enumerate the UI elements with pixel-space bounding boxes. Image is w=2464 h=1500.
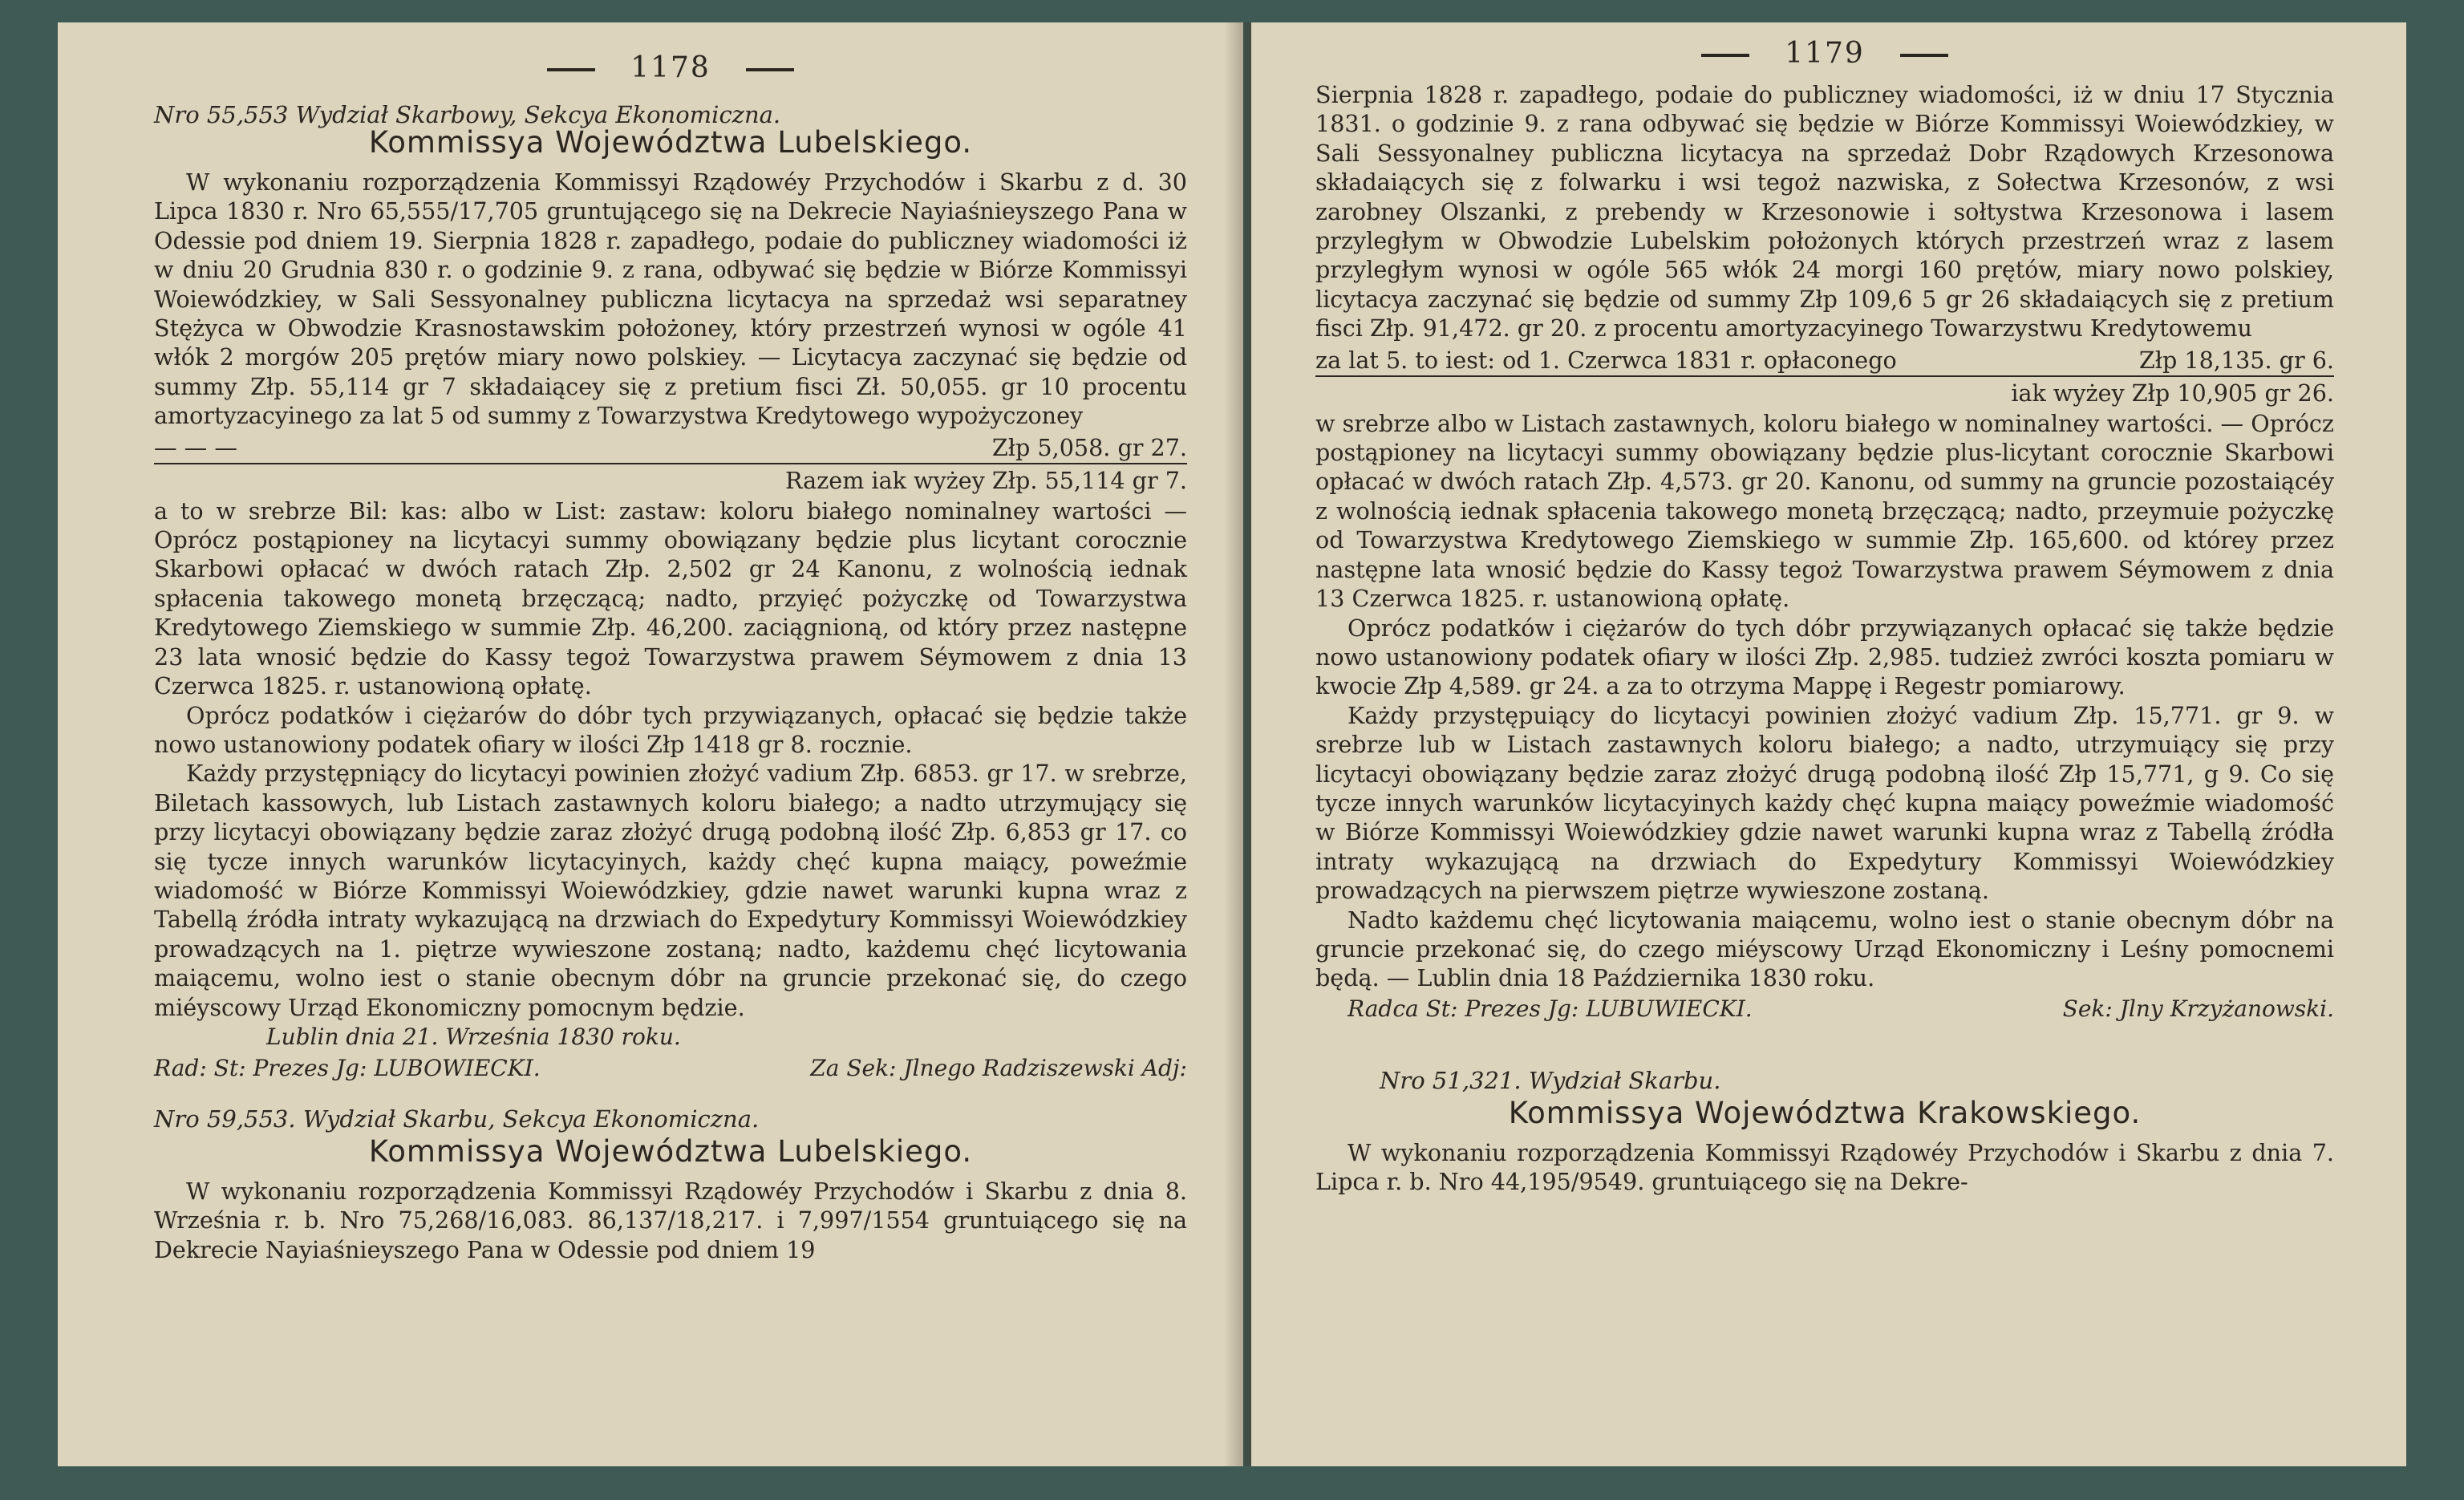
sum-value: Złp 5,058. gr 27.	[991, 433, 1187, 461]
notice-paragraph: Nadto każdemu chęć licytowania maiącemu, wolno iest o stanie obecnym dóbr na gruncie przekonać się, do czego miéyscowy Urząd Ekonomiczny i Leśny pomocnemi będą. — Lublin dnia 18 Października 1830 roku.	[1315, 906, 2334, 992]
page-number-left: 1178	[154, 51, 1187, 95]
page-number-dash	[1900, 54, 1948, 57]
sum-line	[154, 432, 1187, 464]
notice-paragraph: W wykonaniu rozporządzenia Kommissyi Rządowéy Przychodów i Skarbu z d. 30 Lipca 1830 r. Nro 65,555/17,705 gruntującego się na Dekrecie Nayiaśnieyszego Pana w Odessie pod dniem 19. Sierpnia 1828 r. zapadłego, podaie do publiczney wiadomości iż w dniu 20 Grudnia 830 r. o godzinie 9. z rana, odbywać się będzie w Biórze Kommissyi Woiewódzkiey, w Sali Sessyonalney publiczna licytacya na sprzedaż wsi separatney Stężyca w Obwodzie Krasnostawskim położoney, który przestrzeń wynosi w ogóle 41 włók 2 morgów 205 prętów miary nowo polskiey. — Licytacya zaczynać się będzie od summy Złp. 55,114 gr 7 składaiącey się z pretium fisci Zł. 50,055. gr 10 procentu amortyzacyinego za lat 5 od summy z Towarzystwa Kredytowego wypożyczoney	[154, 168, 1187, 430]
notice-number: Nro 51,321. Wydział Skarbu.	[1380, 1066, 1721, 1094]
page-number-dash	[547, 68, 595, 71]
left-page	[58, 22, 1243, 1466]
place-date: Lublin dnia 21. Września 1830 roku.	[266, 1023, 681, 1050]
signature-president: Rad: St: Prezes Jg: LUBOWIECKI.	[154, 1054, 541, 1081]
signature-line	[1315, 993, 2334, 1025]
notice-paragraph: Oprócz podatków i ciężarów do dóbr tych przywiązanych, opłacać się będzie także nowo ustanowiony podatek ofiary w ilości Złp 1418 gr 8. rocznie.	[154, 701, 1187, 758]
sum-dashes: — — —	[154, 433, 237, 461]
notice-title: Kommissya Województwa Lubelskiego.	[368, 125, 973, 160]
right-page	[1251, 22, 2406, 1466]
notice-paragraph: W wykonaniu rozporządzenia Kommissyi Rządowéy Przychodów i Skarbu z dnia 7. Lipca r. b. Nro 44,195/9549. gruntuiącego się na Dekre-	[1315, 1138, 2334, 1196]
sum-line	[1315, 345, 2334, 377]
signature-line	[154, 1052, 1187, 1084]
sum-label: za lat 5. to iest: od 1. Czerwca 1831 r. opłaconego	[1315, 346, 1897, 374]
notice-title: Kommissya Województwa Krakowskiego.	[1508, 1095, 2142, 1130]
notice-paragraph: Oprócz podatków i ciężarów do tych dóbr przywiązanych opłacać się także będzie nowo ustanowiony podatek ofiary w ilości Złp. 2,985. tudzież zwróci koszta pomiaru w kwocie Złp 4,589. gr 24. a za to otrzyma Mappę i Regestr pomiarowy.	[1315, 614, 2334, 700]
signature-secretary: Sek: Jlny Krzyżanowski.	[2062, 995, 2334, 1022]
page-number-dash	[746, 68, 794, 71]
total-line: iak wyżey Złp 10,905 gr 26.	[2011, 379, 2334, 407]
sum-value: Złp 18,135. gr 6.	[2138, 346, 2334, 374]
notice-paragraph: Każdy przystępuiący do licytacyi powinien złożyć vadium Złp. 15,771. gr 9. w srebrze lub w Listach zastawnych koloru białego; a nadto, utrzymuiący się przy licytacyi obowiązany będzie zaraz złożyć drugą podobną ilość Złp 15,771, g 9. Co się tycze innych warunków licytacyinych każdy chęć kupna maiący poweźmie wiadomość w Biórze Kommissyi Woiewódzkiey gdzie nawet warunki kupna wraz z Tabellą źródła intraty wykazującą na drzwiach do Expedytury Kommissyi Woiewódzkiey prowadzących na pierwszem piętrze wywieszone zostaną.	[1315, 701, 2334, 905]
notice-paragraph: Sierpnia 1828 r. zapadłego, podaie do publiczney wiadomości, iż w dniu 17 Stycznia 1831. o godzinie 9. z rana odbywać się będzie w Biórze Kommissyi Woiewódzkiey, w Sali Sessyonalney publiczna licytacya na sprzedaż Dobr Rządowych Krzesonowa składaiących się z folwarku i wsi tegoż nazwiska, z Sołectwa Krzesonów, z wsi zarobney Olszanki, z prebendy w Krzesonowie i sołtystwa Krzesonowa i lasem przyległym w Obwodzie Lubelskim położonych których przestrzeń wraz z lasem przyległym wynosi w ogóle 565 włók 24 morgi 160 prętów, miary nowo polskiey, licytacya zaczynać się będzie od summy Złp 109,6 5 gr 26 składaiących się z pretium fisci Złp. 91,472. gr 20. z procentu amortyzacyinego Towarzystwu Kredytowemu	[1315, 81, 2334, 343]
notice-paragraph: Każdy przystępniący do licytacyi powinien złożyć vadium Złp. 6853. gr 17. w srebrze, Biletach kassowych, lub Listach zastawnych koloru białego; a nadto utrzymujący się przy licytacyi obowiązany będzie zaraz złożyć drugą podobną ilość Złp. 6,853 gr 17. co się tycze innych warunków licytacyinych, każdy chęć kupna maiący, poweźmie wiadomość w Biórze Kommissyi Woiewódzkiey, gdzie nawet warunki kupna wraz z Tabellą źródła intraty wykazującą na drzwiach do Expedytury Kommissyi Woiewódzkiey prowadzących na 1. piętrze wywieszone zostaną; nadto, każdemu chęć licytowania maiącemu, wolno iest o stanie obecnym dóbr na gruncie przekonać się, do czego miéyscowy Urząd Ekonomiczny pomocnym będzie.	[154, 760, 1187, 1021]
notice-number: Nro 59,553. Wydział Skarbu, Sekcya Ekonomiczna.	[154, 1105, 760, 1133]
page-number-right: 1179	[1315, 37, 2334, 80]
signature-president: Radca St: Prezes Jg: LUBUWIECKI.	[1348, 995, 1753, 1022]
notice-number: Nro 55,553 Wydział Skarbowy, Sekcya Ekonomiczna.	[154, 101, 781, 128]
notice-paragraph: W wykonaniu rozporządzenia Kommissyi Rządowéy Przychodów i Skarbu z dnia 8. Września r. b. Nro 75,268/16,083. 86,137/18,217. i 7,997/1554 gruntuiącego się na Dekrecie Nayiaśnieyszego Pana w Odessie pod dniem 19	[154, 1177, 1187, 1263]
notice-paragraph: w srebrze albo w Listach zastawnych, koloru białego w nominalney wartości. — Oprócz postąpioney na licytacyi summy obowiązany będzie plus-licytant corocznie Skarbowi opłacać w dwóch ratach Złp. 4,573. gr 20. Kanonu, od summy na gruncie pozostaiącéy z wolnością iednak spłacenia takowego monetą brzęczącą; nadto, przeymuie pożyczkę od Towarzystwa Kredytowego Ziemskiego w summie Złp. 165,600. od którey przez następne lata wnosić będzie do Kassy tegoż Towarzystwa prawem Séymowem z dnia 13 Czerwca 1825. r. ustanowioną opłatę.	[1315, 409, 2334, 613]
page-number-dash	[1701, 54, 1749, 57]
total-line: Razem iak wyżey Złp. 55,114 gr 7.	[785, 466, 1187, 494]
signature-secretary: Za Sek: Jlnego Radziszewski Adj:	[810, 1054, 1187, 1081]
notice-title: Kommissya Województwa Lubelskiego.	[368, 1133, 973, 1169]
notice-paragraph: a to w srebrze Bil: kas: albo w List: zastaw: koloru białego nominalney wartości — Oprócz postąpioney na licytacyi summy obowiązany będzie plus licytant corocznie Skarbowi opłacać w dwóch ratach Złp. 2,502 gr 24 Kanonu, z wolnością iednak spłacenia takowego monetą brzęczącą; nadto, przyięć pożyczkę od Towarzystwa Kredytowego Ziemskiego w summie Złp. 46,200. zaciągnioną, od który przez następne 23 lata wnosić będzie do Kassy tegoż Towarzystwa prawem Séymowem z dnia 13 Czerwca 1825. r. ustanowioną opłatę.	[154, 497, 1187, 700]
